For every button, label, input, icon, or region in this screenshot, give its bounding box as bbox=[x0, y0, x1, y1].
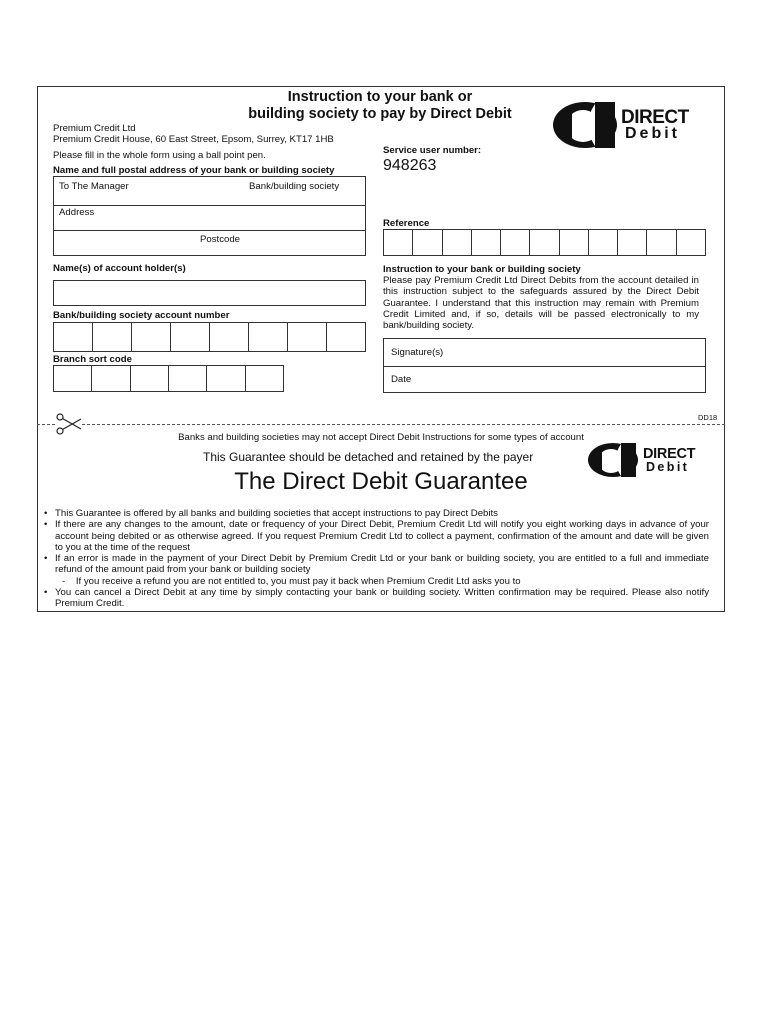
list-sub-item: - If you receive a refund you are not entitled to, you must pay it back when Premium Credit Ltd asks you to bbox=[62, 575, 521, 587]
form-code: DD18 bbox=[698, 413, 718, 422]
service-user-number: 948263 bbox=[383, 157, 437, 174]
account-holders-input[interactable] bbox=[53, 280, 366, 306]
form-title-line1: Instruction to your bank or bbox=[287, 89, 473, 105]
fill-instruction: Please fill in the whole form using a ball point pen. bbox=[53, 150, 266, 161]
sort-code-input[interactable] bbox=[53, 365, 284, 392]
service-user-label: Service user number: bbox=[383, 145, 482, 156]
digit-cell[interactable] bbox=[384, 230, 413, 255]
cut-line bbox=[37, 424, 725, 425]
reference-input[interactable] bbox=[383, 229, 706, 256]
digit-cell[interactable] bbox=[246, 366, 283, 391]
digit-cell[interactable] bbox=[131, 366, 169, 391]
list-item: • This Guarantee is offered by all banks and building societies that accept instructions to pay Direct Debits bbox=[44, 508, 498, 519]
digit-cell[interactable] bbox=[443, 230, 472, 255]
digit-cell[interactable] bbox=[93, 323, 132, 351]
footer-notice: Banks and building societies may not accept Direct Debit Instructions for some types of account bbox=[178, 432, 584, 443]
digit-cell[interactable] bbox=[169, 366, 207, 391]
digit-cell[interactable] bbox=[207, 366, 245, 391]
instruction-body: Please pay Premium Credit Ltd Direct Debits from the account detailed in this instruction subject to the safeguards assured by the Direct Debit Guarantee. I understand that this instruction may remain with Premium Credit Limited and, if so, details will be passed electronically to my bank/building society. bbox=[383, 275, 699, 332]
divider bbox=[54, 230, 365, 231]
company-address: Premium Credit House, 60 East Street, Epsom, Surrey, KT17 1HB bbox=[53, 134, 334, 145]
date-label: Date bbox=[391, 374, 412, 385]
digit-cell[interactable] bbox=[288, 323, 327, 351]
signature-field[interactable] bbox=[384, 339, 705, 364]
guarantee-title: The Direct Debit Guarantee bbox=[234, 468, 528, 495]
digit-cell[interactable] bbox=[677, 230, 705, 255]
digit-cell[interactable] bbox=[54, 323, 93, 351]
list-item: • If there are any changes to the amount, date or frequency of your Direct Debit, Premium Credit Ltd will notify you eight working days in advance of your account being debited or as otherwise agreed. If you request Premium Credit Ltd to collect a payment, confirmation of the amount and date will be given to you at the time of the request bbox=[44, 519, 709, 553]
bank-society-label: Bank/building society bbox=[249, 181, 340, 192]
digit-cell[interactable] bbox=[560, 230, 589, 255]
list-item: • If an error is made in the payment of your Direct Debit by Premium Credit Ltd or your bank or building society, you are entitled to a full and immediate refund of the amount paid from your bank or building society bbox=[44, 553, 709, 576]
to-manager-label: To The Manager bbox=[59, 181, 129, 192]
digit-cell[interactable] bbox=[530, 230, 559, 255]
guarantee-list bbox=[44, 508, 709, 610]
logo-small-word-debit: Debit bbox=[646, 460, 690, 474]
direct-debit-logo bbox=[551, 100, 713, 150]
date-field[interactable] bbox=[384, 366, 705, 392]
digit-cell[interactable] bbox=[132, 323, 171, 351]
digit-cell[interactable] bbox=[501, 230, 530, 255]
instruction-heading: Instruction to your bank or building society bbox=[383, 264, 581, 275]
digit-cell[interactable] bbox=[171, 323, 210, 351]
bank-address-label: Name and full postal address of your bank or building society bbox=[53, 165, 335, 176]
digit-cell[interactable] bbox=[618, 230, 647, 255]
reference-label: Reference bbox=[383, 218, 430, 229]
digit-cell[interactable] bbox=[327, 323, 365, 351]
sort-code-label: Branch sort code bbox=[53, 354, 132, 365]
form-title-line2: building society to pay by Direct Debit bbox=[248, 106, 512, 122]
digit-cell[interactable] bbox=[472, 230, 501, 255]
digit-cell[interactable] bbox=[589, 230, 618, 255]
account-holders-label: Name(s) of account holder(s) bbox=[53, 263, 186, 274]
list-item: • You can cancel a Direct Debit at any time by simply contacting your bank or building society. Written confirmation may be required. Please also notify Premium Credit. bbox=[44, 587, 709, 610]
digit-cell[interactable] bbox=[647, 230, 676, 255]
logo-word-debit: Debit bbox=[625, 125, 680, 142]
postcode-label: Postcode bbox=[200, 234, 241, 245]
detach-note: This Guarantee should be detached and retained by the payer bbox=[203, 450, 534, 464]
digit-cell[interactable] bbox=[92, 366, 130, 391]
account-number-label: Bank/building society account number bbox=[53, 310, 230, 321]
company-name: Premium Credit Ltd bbox=[53, 123, 136, 134]
digit-cell[interactable] bbox=[54, 366, 92, 391]
logo-small-word-direct: DIRECT bbox=[643, 446, 696, 462]
form-title bbox=[200, 89, 560, 123]
account-number-input[interactable] bbox=[53, 322, 366, 352]
logo-word-direct: DIRECT bbox=[621, 107, 689, 128]
signature-label: Signature(s) bbox=[391, 347, 444, 358]
divider bbox=[54, 205, 365, 206]
digit-cell[interactable] bbox=[210, 323, 249, 351]
address-label: Address bbox=[59, 207, 95, 218]
digit-cell[interactable] bbox=[413, 230, 442, 255]
bank-address-box[interactable] bbox=[53, 176, 366, 256]
digit-cell[interactable] bbox=[249, 323, 288, 351]
